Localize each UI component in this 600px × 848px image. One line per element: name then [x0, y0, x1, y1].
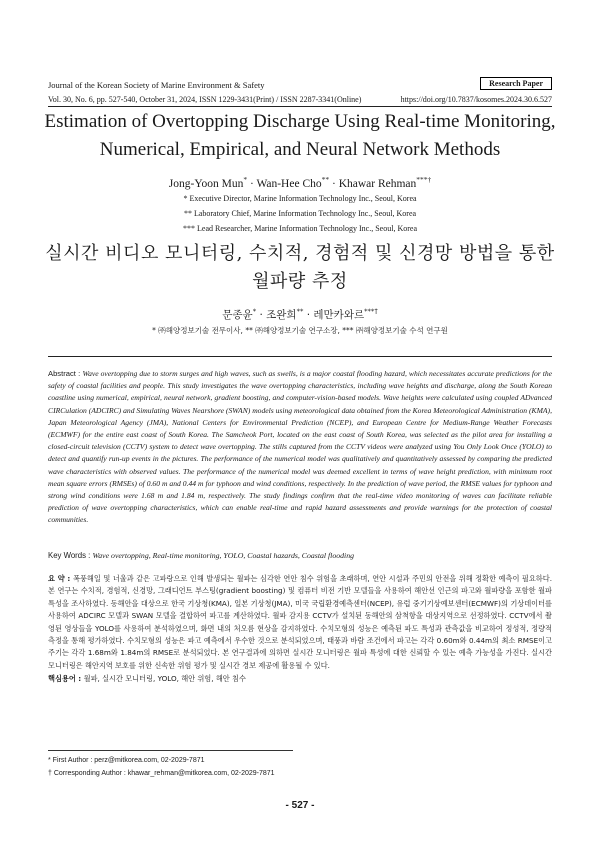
keywords-text: Wave overtopping, Real-time monitoring, YOLO, Coastal hazards, Coastal flooding — [92, 551, 354, 560]
journal-name: Journal of the Korean Society of Marine Environment & Safety — [48, 80, 265, 90]
abstract-text: Wave overtopping due to storm surges and high waves, such as swells, is a major coastal flooding hazard, which necessitates accurate predictions for the safety of coastal facilities and people. This study investigates the wave overtopping characteristics, including wave heights and discharge, along the South Korean coastline using numerical, empirical, neural network, gradient boosting, and computer-vision-based models. Wave heights were calculated using coupled ADvanced CIRCulation (ADCIRC) and Simulating Waves Nearshore (SWAN) models using meteorological data obtained from the Korea Meteorological Administration (KMA), Japan Meteorological Agency (JMA), National Centers for Environmental Prediction (NCEP), and European Centre for Medium-Range Weather Forecasts (ECMWF) for the entire east coast of South Korea. The Samcheok Port, located on the east coast of South Korea, was selected as the pilot area for installing a closed-circuit television (CCTV) system to detect wave overtopping. The stills captured from the CCTV videos were analyzed using You Only Look Once (YOLO) to detect and quantify run-up events in the pictures. The performance of the numerical model was qualitatively and quantitatively assessed by comparing the predicted wave characteristics with observed values. The performance of the numerical model was deemed excellent in terms of wave height prediction, with minimum root mean square errors (RMSEs) of 0.60 m and 0.44 m for typhoon and wind conditions, respectively. In the prediction of wave period, the RMSE values for typhoon and strong wind conditions were 1.68 m and 1.84 m, respectively. The study findings confirm that the real-time video monitoring of waves can facilitate reliable prediction of wave overtopping characteristics, which can enable real-time and rapid hazard assessments and provide warnings for the protection of coastal communities. — [48, 369, 552, 525]
footnote-rule — [48, 750, 293, 751]
author-1: Jong-Yoon Mun — [168, 177, 244, 190]
author-kr-1: 문종윤 — [222, 309, 253, 321]
title-en-line2: Numerical, Empirical, and Neural Network Methods — [99, 139, 501, 160]
keywords-kr — [48, 674, 552, 684]
keywords-kr-text: 월파, 실시간 모니터링, YOLO, 해안 위험, 해안 침수 — [83, 674, 246, 683]
author-kr-1-mark: * — [252, 307, 257, 316]
author-sep: · — [256, 309, 267, 321]
page-number: - 527 - — [285, 800, 315, 811]
author-2-mark: ** — [321, 175, 330, 184]
author-3-mark: ***† — [416, 175, 432, 184]
title-en-line1: Estimation of Overtopping Discharge Using Real-time Monitoring, — [44, 111, 556, 132]
abstract-top-rule — [48, 356, 552, 357]
abstract-kr-text: 폭풍해일 및 너울과 같은 고파랑으로 인해 발생되는 월파는 심각한 연안 침수 위험을 초래하며, 연안 시설과 주민의 안전을 위해 정확한 예측이 필요하다. 본 연구는 수치적, 경험적, 신경망, 그래디언트 부스팅(gradient boosting) 및 컴퓨터 비전 기반 모델들을 사용하여 해안선 인근의 파고와 월파량을 포함한 월파 특성을 조사하였다. 동해안을 대상으로 한국 기상청(KMA), 일본 기상청(JMA), 미국 국립환경예측센터(NCEP), 유럽 중기기상예보센터(ECMWF)의 기상데이터를 사용하여 ADCIRC 모델과 SWAN 모델을 결합하여 파고를 계산하였다. 월파 감지용 CCTV가 설치된 동해안의 삼척항을 대상지역으로 선정하였다. CCTV에서 촬영된 영상들을 YOLO를 사용하여 분석하였으며, 화면 내의 처오름 현상을 감지하였다. 수치모형의 성능은 예측된 파도 특성과 관측값을 비교하여 정성적, 정량적 측정을 통해 평가하였다. 수치모형의 성능은 파고 예측에서 우수한 것으로 분석되었으며, 태풍과 바람 조건에서 파고는 각각 0.60m와 0.44m의 최소 RMSE이고 주기는 각각 1.68m와 1.84m의 RMSE로 분석되었다. 본 연구결과에 의하면 실시간 모니터링은 월파 특성에 대한 신뢰할 수 있는 예측 가능성을 가진다. 실시간 모니터링은 해안지역 보호를 위한 신속한 위험 평가 및 실시간 경보 제공에 활용될 수 있다. — [48, 574, 552, 670]
abstract-kr — [48, 573, 552, 672]
author-1-mark: * — [243, 175, 248, 184]
keywords-label: Key Words : — [48, 551, 93, 560]
abstract-kr-label: 요 약 : — [48, 574, 74, 583]
article-type-badge: Research Paper — [480, 77, 552, 90]
affiliation-1: * Executive Director, Marine Information Technology Inc., Seoul, Korea — [183, 194, 417, 203]
author-2: Wan-Hee Cho — [256, 177, 322, 190]
affiliation-kr: * ㈜해양정보기술 전무이사, ** ㈜해양정보기술 연구소장, *** ㈜해양정보기술 수석 연구원 — [152, 326, 448, 335]
authors-kr — [40, 307, 560, 322]
title-kr-line2: 월파량 추정 — [252, 271, 348, 292]
affiliation-3: *** Lead Researcher, Marine Information Technology Inc., Seoul, Korea — [183, 224, 417, 233]
volume-info: Vol. 30, No. 6, pp. 527-540, October 31, 2024, ISSN 1229-3431(Print) / ISSN 2287-3341(Online) — [48, 95, 362, 104]
author-3: Khawar Rehman — [338, 177, 417, 190]
abstract — [48, 368, 552, 527]
authors-en — [40, 175, 560, 190]
header-rule — [48, 106, 552, 107]
affiliation-2: ** Laboratory Chief, Marine Information Technology Inc., Seoul, Korea — [183, 209, 417, 218]
author-kr-3-mark: ***† — [364, 307, 378, 316]
author-kr-3: 레만카와르 — [313, 309, 365, 321]
keywords — [48, 551, 552, 560]
keywords-kr-label: 핵심용어 : — [48, 674, 84, 683]
title-kr-line1: 실시간 비디오 모니터링, 수치적, 경험적 및 신경망 방법을 통한 — [45, 243, 555, 264]
footnote-first-author: * First Author : perz@mitkorea.com, 02-2029-7871 — [48, 757, 205, 764]
author-sep: · — [329, 177, 339, 190]
doi-link[interactable]: https://doi.org/10.7837/kosomes.2024.30.6.527 — [400, 95, 552, 104]
title-en — [40, 108, 560, 164]
author-sep: · — [303, 309, 314, 321]
footnote-corresponding-author: † Corresponding Author : khawar_rehman@mitkorea.com, 02-2029-7871 — [48, 770, 275, 777]
author-kr-2-mark: ** — [296, 307, 304, 316]
title-kr — [40, 240, 560, 296]
author-kr-2: 조완희 — [266, 309, 297, 321]
abstract-label: Abstract : — [48, 369, 83, 378]
author-sep: · — [247, 177, 257, 190]
